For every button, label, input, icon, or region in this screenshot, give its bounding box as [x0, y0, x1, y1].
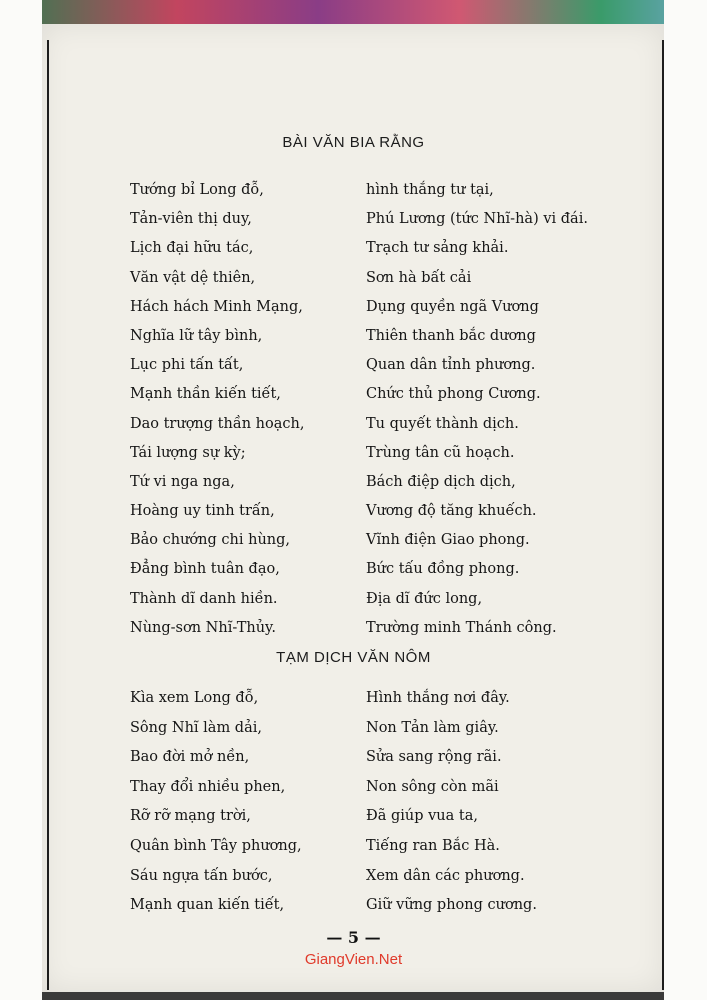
verse-line: Giữ vững phong cương.: [366, 897, 537, 914]
verse-line: Phú Lương (tức Nhĩ-hà) vi đái.: [366, 211, 588, 228]
verse-line: Thay đổi nhiều phen,: [130, 778, 286, 795]
verse-line: Non sông còn mãi: [366, 778, 499, 795]
verse-line: Rỡ rỡ mạng trời,: [130, 808, 251, 825]
verse-line: Tái lượng sự kỳ;: [130, 444, 246, 461]
verse-line: Non Tản làm giây.: [366, 719, 499, 736]
verse-line: Mạnh quan kiến tiết,: [130, 897, 285, 914]
verse-line: Dao trượng thần hoạch,: [130, 415, 305, 432]
verse-line: Trạch tư sảng khải.: [366, 240, 509, 257]
verse-line: Tiếng ran Bắc Hà.: [366, 837, 500, 854]
page-number: — 5 —: [326, 928, 381, 947]
verse-line: Mạnh thần kiến tiết,: [130, 386, 281, 403]
verse-line: Sáu ngựa tấn bước,: [130, 867, 273, 884]
page-right-edge-line: [662, 40, 664, 990]
verse-line: Tu quyết thành dịch.: [366, 415, 519, 432]
verse-line: Bức tấu đồng phong.: [366, 561, 520, 578]
translation-right-column: [366, 684, 537, 921]
translation-left-column: [130, 684, 302, 921]
verse-line: Hình thắng nơi đây.: [366, 690, 510, 706]
verse-line: Bao đời mở nền,: [130, 749, 250, 766]
verse-line: Lục phi tấn tất,: [130, 357, 244, 374]
site-watermark: GiangVien.Net: [304, 951, 403, 968]
verse-line: Sơn hà bất cải: [366, 269, 472, 286]
stele-left-column: [130, 176, 304, 643]
verse-line: Đã giúp vua ta,: [366, 808, 478, 825]
verse-line: Bách điệp dịch dịch,: [366, 473, 516, 490]
verse-line: Quân bình Tây phương,: [130, 837, 302, 854]
verse-line: Trùng tân cũ hoạch.: [366, 444, 515, 461]
verse-line: Lịch đại hữu tác,: [130, 240, 254, 257]
verse-line: Xem dân các phương.: [366, 867, 525, 884]
verse-line: Thiên thanh bắc dương: [366, 327, 536, 344]
verse-line: Chức thủ phong Cương.: [366, 386, 541, 403]
page-left-edge-line: [47, 40, 49, 990]
stele-right-column: [366, 176, 588, 643]
verse-line: Dụng quyền ngã Vương: [366, 298, 539, 315]
verse-line: Vương độ tăng khuếch.: [366, 503, 537, 520]
verse-line: Nùng-sơn Nhĩ-Thủy.: [130, 619, 276, 636]
verse-line: Địa dĩ đức long,: [366, 590, 483, 607]
verse-line: Đẳng bình tuân đạo,: [130, 561, 280, 578]
translation-title: TẠM DỊCH VĂN NÔM: [276, 649, 431, 666]
verse-line: Sửa sang rộng rãi.: [366, 749, 502, 766]
verse-line: Nghĩa lữ tây bình,: [130, 327, 263, 344]
verse-line: Bảo chướng chi hùng,: [130, 532, 291, 549]
verse-line: Trường minh Thánh công.: [366, 619, 557, 636]
verse-line: Hoàng uy tinh trấn,: [130, 503, 275, 520]
verse-line: Tản-viên thị duy,: [130, 211, 252, 228]
verse-line: hình thắng tư tại,: [366, 182, 494, 198]
verse-line: Sông Nhĩ làm dải,: [130, 719, 262, 736]
verse-line: Hách hách Minh Mạng,: [130, 298, 303, 315]
verse-line: Tướng bỉ Long đỗ,: [130, 182, 264, 198]
verse-line: Văn vật dệ thiên,: [130, 269, 256, 286]
verse-line: Thành dĩ danh hiền.: [130, 590, 278, 607]
verse-line: Tứ vi nga nga,: [130, 473, 235, 490]
stele-title: BÀI VĂN BIA RẰNG: [282, 134, 425, 151]
verse-line: Vĩnh điện Giao phong.: [366, 532, 530, 549]
verse-line: Kìa xem Long đỗ,: [130, 690, 259, 706]
verse-line: Quan dân tỉnh phương.: [366, 357, 536, 374]
